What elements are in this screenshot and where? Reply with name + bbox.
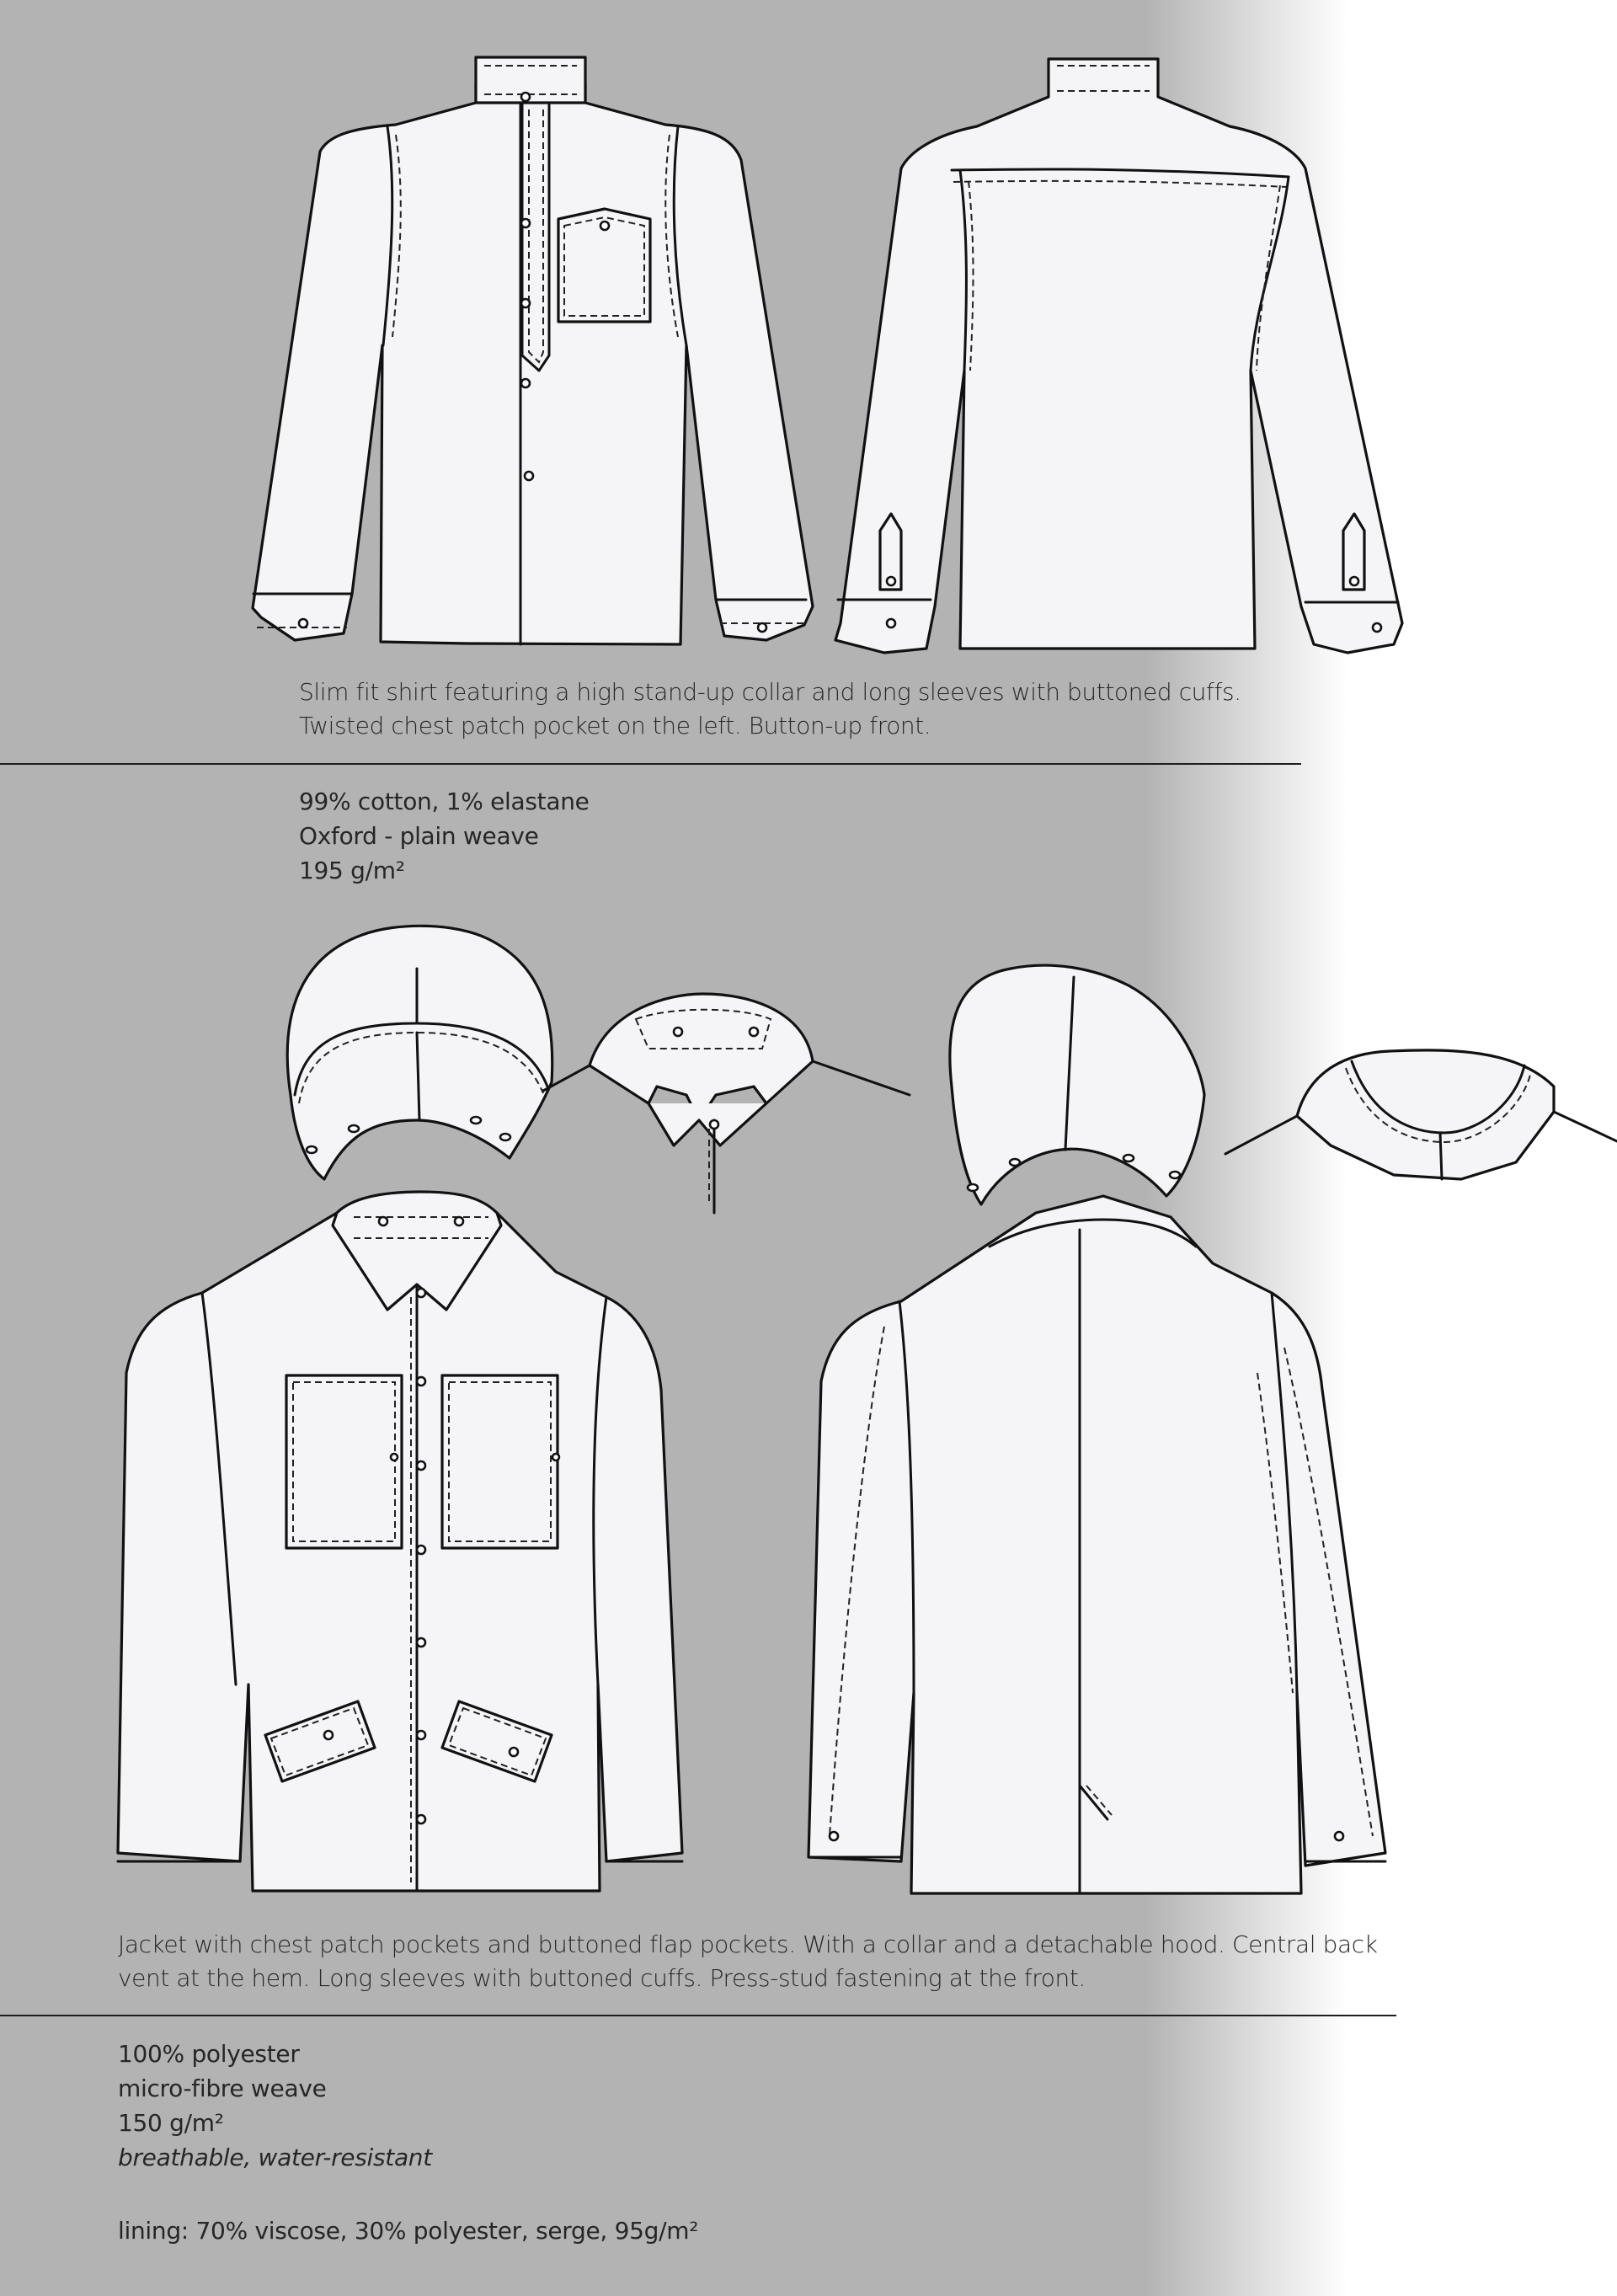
shirt-specs — [299, 784, 590, 888]
hood-front-drawing — [287, 926, 552, 1179]
shirt-front-drawing — [253, 57, 813, 644]
shirt-divider — [0, 763, 1301, 765]
hood-back-drawing — [950, 965, 1204, 1204]
collar-detail-drawing — [543, 994, 910, 1213]
jacket-front-drawing — [118, 1192, 682, 1891]
jacket-description: Jacket with chest patch pockets and buttoned flap pockets. With a collar and a detachable hood. Central back vent at the hem. Long sleeves with buttoned cuffs. Press-stud fastening at the front. — [118, 1930, 1378, 1992]
jacket-back-drawing — [808, 1196, 1385, 1893]
shirt-weight: 195 g/m² — [299, 857, 405, 884]
jacket-properties: breathable, water-resistant — [118, 2144, 432, 2171]
shirt-weave: Oxford - plain weave — [299, 822, 539, 850]
shirt-description: Slim fit shirt featuring a high stand-up collar and long sleeves with buttoned cuffs. Twisted chest patch pocket on the left. Button-up front. — [299, 678, 1241, 740]
shirt-composition: 99% cotton, 1% elastane — [299, 788, 590, 815]
shirt-back-drawing — [835, 59, 1402, 653]
jacket-composition: 100% polyester — [118, 2040, 300, 2068]
jacket-lining: lining: 70% viscose, 30% polyester, serge, 95g/m² — [118, 2217, 699, 2245]
jacket-weave: micro-fibre weave — [118, 2074, 327, 2102]
jacket-divider — [0, 2015, 1396, 2016]
jacket-weight: 150 g/m² — [118, 2109, 224, 2137]
jacket-specs — [118, 2037, 432, 2175]
collar-back-drawing — [1225, 1050, 1617, 1179]
